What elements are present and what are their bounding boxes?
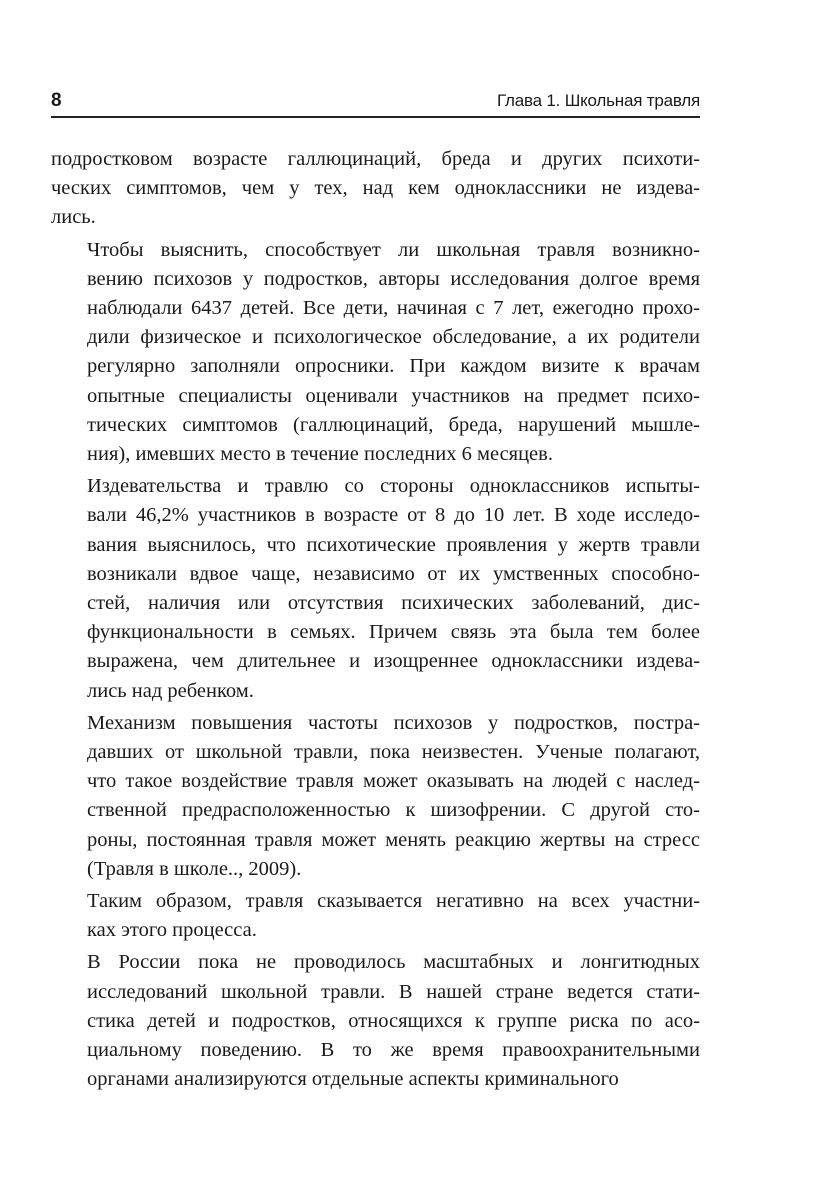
text-line: опытные специалисты оценивали участников на предмет психо- bbox=[87, 384, 700, 407]
text-line: выражена, чем длительнее и изощреннее одноклассники издева- bbox=[87, 650, 700, 673]
text-line: дили физическое и психологическое обследование, а их родители bbox=[87, 326, 700, 349]
book-page bbox=[51, 80, 700, 1098]
running-header bbox=[51, 80, 700, 118]
text-line: что такое воздействие травля может оказывать на людей с наслед- bbox=[87, 770, 700, 793]
text-line: циальному поведению. В то же время правоохранительными bbox=[87, 1039, 700, 1062]
text-line: регулярно заполняли опросники. При каждом визите к врачам bbox=[87, 355, 700, 378]
text-line: ках этого процесса. bbox=[87, 919, 257, 942]
text-line: возникали вдвое чаще, независимо от их умственных способно- bbox=[87, 562, 700, 585]
text-line: Издевательства и травлю со стороны одноклассников испыты- bbox=[87, 475, 700, 498]
paragraph bbox=[51, 709, 700, 884]
text-line: ния), имевших место в течение последних 6 месяцев. bbox=[87, 443, 553, 466]
paragraph bbox=[51, 887, 700, 945]
text-line: давших от школьной травли, пока неизвестен. Ученые полагают, bbox=[87, 741, 700, 764]
text-line: лись. bbox=[51, 206, 96, 229]
text-line: стей, наличия или отсутствия психических заболеваний, дис- bbox=[87, 592, 700, 615]
page-number: 8 bbox=[51, 90, 62, 111]
text-line: лись над ребенком. bbox=[87, 679, 254, 702]
paragraph bbox=[51, 948, 700, 1094]
text-line: функциональности в семьях. Причем связь эта была тем более bbox=[87, 621, 700, 644]
text-line: наблюдали 6437 детей. Все дети, начиная с 7 лет, ежегодно прохо- bbox=[87, 297, 700, 320]
text-line: Таким образом, травля сказывается негативно на всех участни- bbox=[87, 890, 700, 913]
text-line: вали 46,2% участников в возрасте от 8 до 10 лет. В ходе исследо- bbox=[87, 504, 700, 527]
text-line: ственной предрасположенностью к шизофрении. С другой сто- bbox=[87, 799, 700, 822]
text-line: ческих симптомов, чем у тех, над кем одноклассники не издева- bbox=[51, 177, 700, 200]
paragraph bbox=[51, 236, 700, 470]
text-line: В России пока не проводилось масштабных и лонгитюдных bbox=[87, 951, 700, 974]
paragraph bbox=[51, 145, 700, 233]
text-line: подростковом возрасте галлюцинаций, бреда и других психоти- bbox=[51, 148, 700, 170]
text-line: тических симптомов (галлюцинаций, бреда, нарушений мышле- bbox=[87, 413, 700, 436]
chapter-title: Глава 1. Школьная травля bbox=[496, 91, 700, 110]
text-line: исследований школьной травли. В нашей стране ведется стати- bbox=[87, 980, 700, 1003]
text-line: Чтобы выяснить, способствует ли школьная травля возникно- bbox=[87, 238, 700, 261]
text-line: органами анализируются отдельные аспекты криминального bbox=[87, 1068, 619, 1091]
text-line: Механизм повышения частоты психозов у подростков, постра- bbox=[87, 711, 700, 734]
text-line: вению психозов у подростков, авторы исследования долгое время bbox=[87, 267, 700, 290]
text-line: (Травля в школе.., 2009). bbox=[87, 857, 302, 880]
paragraph bbox=[51, 472, 700, 706]
text-line: роны, постоянная травля может менять реакцию жертвы на стресс bbox=[87, 828, 700, 851]
body-text bbox=[51, 145, 700, 1095]
text-line: стика детей и подростков, относящихся к группе риска по асо- bbox=[87, 1009, 700, 1032]
text-line: вания выяснилось, что психотические проявления у жертв травли bbox=[87, 533, 700, 556]
